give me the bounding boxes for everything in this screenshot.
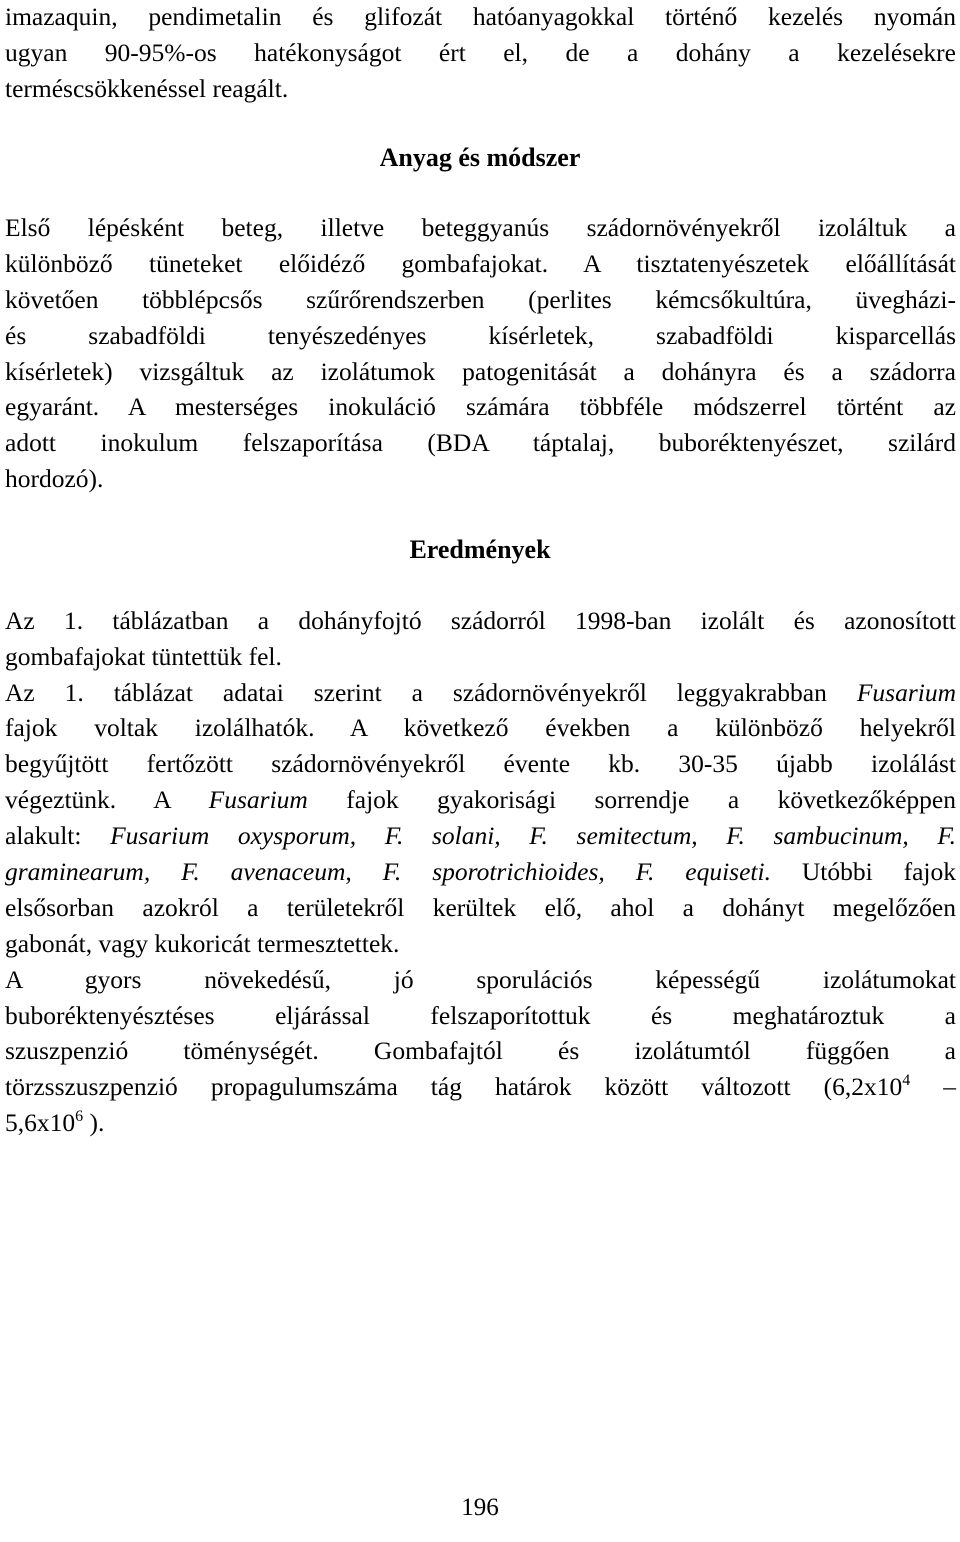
paragraph-line: követően többlépcsős szűrőrendszerben (perlites kémcsőkultúra, üvegházi-: [5, 285, 956, 314]
paragraph-line: hordozó).: [5, 464, 104, 493]
text-run: alakult:: [5, 821, 111, 850]
paragraph-line: [5, 1108, 956, 1138]
paragraph-line: terméscsökkenéssel reagált.: [5, 74, 289, 103]
paragraph-line: imazaquin, pendimetalin és glifozát hatóanyagokkal történő kezelés nyomán: [5, 2, 956, 31]
paragraph-line: begyűjtött fertőzött szádornövényekről évente kb. 30-35 újabb izolálást: [5, 749, 956, 778]
paragraph-line: [5, 1072, 956, 1102]
section-heading: Eredmények: [409, 535, 551, 564]
text-run: 5,6x10: [5, 1108, 76, 1137]
paragraph-line: Az 1. táblázatban a dohányfojtó szádorról 1998-ban izolált és azonosított: [5, 606, 956, 635]
paragraph-line: különböző tüneteket előidéző gombafajokat. A tisztatenyészetek előállítását: [5, 249, 956, 278]
paragraph-line: adott inokulum felszaporítása (BDA táptalaj, buboréktenyészet, szilárd: [5, 428, 956, 457]
superscript: 6: [75, 1108, 84, 1125]
paragraph-line: Első lépésként beteg, illetve beteggyanús szádornövényekről izoláltuk a: [5, 213, 956, 242]
paragraph-line: [5, 785, 956, 815]
text-run: Az 1. táblázat adatai szerint a szádornövényekről leggyakrabban: [5, 678, 857, 707]
text-run: végeztünk. A: [5, 785, 209, 814]
text-run: fajok gyakorisági sorrendje a következőképpen: [307, 785, 956, 814]
species-name: Fusarium: [208, 785, 308, 814]
text-run: –: [910, 1072, 956, 1101]
paragraph-line: kísérletek) vizsgáltuk az izolátumok patogenitását a dohányra és a szádorra: [5, 357, 956, 386]
species-list: graminearum, F. avenaceum, F. sporotrichioides, F. equiseti.: [5, 857, 771, 886]
paragraph-line: és szabadföldi tenyészedényes kísérletek, szabadföldi kisparcellás: [5, 321, 956, 350]
superscript: 4: [902, 1072, 911, 1089]
paragraph-line: elsősorban azokról a területekről kerültek elő, ahol a dohányt megelőzően: [5, 893, 956, 922]
paragraph-line: [5, 678, 956, 708]
text-run: Utóbbi fajok: [770, 857, 956, 886]
text-run: ).: [83, 1108, 105, 1137]
species-list: Fusarium oxysporum, F. solani, F. semitectum, F. sambucinum, F.: [110, 821, 956, 850]
paragraph-line: [5, 821, 956, 851]
paragraph-line: fajok voltak izolálhatók. A következő években a különböző helyekről: [5, 713, 956, 742]
paragraph-line: buboréktenyésztéses eljárással felszaporítottuk és meghatároztuk a: [5, 1001, 956, 1030]
paragraph-line: [5, 857, 956, 887]
paragraph-line: szuszpenzió töménységét. Gombafajtól és izolátumtól függően a: [5, 1036, 956, 1065]
paragraph-line: ugyan 90-95%-os hatékonyságot ért el, de a dohány a kezelésekre: [5, 38, 956, 67]
species-name: Fusarium: [856, 678, 956, 707]
paragraph-line: A gyors növekedésű, jó sporulációs képességű izolátumokat: [5, 965, 956, 994]
paragraph-line: gabonát, vagy kukoricát termesztettek.: [5, 929, 400, 958]
section-heading: Anyag és módszer: [379, 143, 581, 172]
paragraph-line: egyaránt. A mesterséges inokuláció számára többféle módszerrel történt az: [5, 392, 956, 421]
page-number: 196: [461, 1494, 499, 1521]
text-run: törzsszuszpenzió propagulumszáma tág határok között változott (6,2x10: [5, 1072, 903, 1101]
paragraph-line: gombafajokat tüntettük fel.: [5, 642, 282, 671]
